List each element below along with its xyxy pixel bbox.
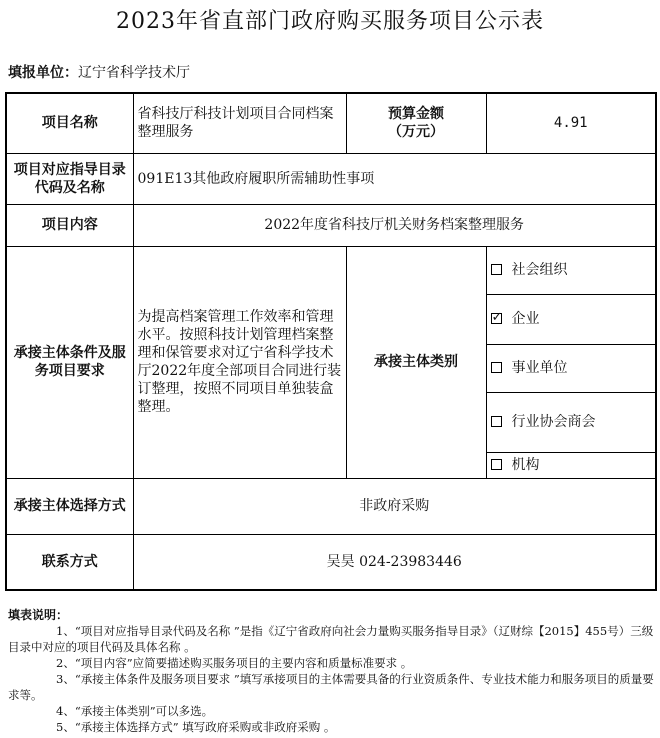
budget-label — [346, 93, 486, 153]
table-row — [6, 153, 656, 204]
project-table — [5, 92, 657, 591]
notes-heading: 填表说明： — [8, 608, 69, 622]
note-line: 5、“承接主体选择方式” 填写政府采购或非政府采购 。 — [56, 720, 336, 734]
table-row — [6, 93, 656, 153]
note-line: 3、“承接主体条件及服务项目要求 ”填写承接项目的主体需要具备的行业资质条件、专业技术能力和服务项目的质量要求等。 — [8, 672, 654, 702]
contact-label: 联系方式 — [6, 534, 133, 590]
page-title: 2023年省直部门政府购买服务项目公示表 — [116, 9, 544, 34]
option-social-org[interactable] — [486, 246, 656, 294]
table-row — [6, 534, 656, 590]
checkbox-icon[interactable] — [491, 459, 502, 470]
requirements-value: 为提高档案管理工作效率和管理水平。按照科技计划管理档案整理和保管要求对辽宁省科学技术厅2022年度全部项目合同进行装订整理，按照不同项目单独装盒整理。 — [133, 246, 346, 478]
checkbox-icon[interactable] — [491, 416, 502, 427]
option-label: 事业单位 — [511, 360, 568, 376]
budget-label-line1: 预算金额 — [388, 106, 444, 123]
filler-unit-value: 辽宁省科学技术厅 — [78, 65, 190, 81]
table-row — [6, 246, 656, 294]
contact-value: 吴昊 024-23983446 — [133, 534, 656, 590]
option-organization[interactable] — [486, 452, 656, 478]
checkbox-icon[interactable] — [491, 362, 502, 373]
checked-checkbox-icon[interactable] — [491, 313, 502, 324]
option-industry-association[interactable] — [486, 392, 656, 452]
selection-method-label: 承接主体选择方式 — [6, 478, 133, 534]
note-line: 4、“承接主体类别”可以多选。 — [56, 704, 214, 718]
content-label: 项目内容 — [6, 204, 133, 246]
filler-unit-label: 填报单位： — [8, 65, 78, 81]
requirements-label: 承接主体条件及服务项目要求 — [6, 246, 133, 478]
option-label: 机构 — [511, 457, 540, 473]
option-public-institution[interactable] — [486, 344, 656, 392]
note-line: 2、“项目内容”应简要描述购买服务项目的主要内容和质量标准要求 。 — [56, 656, 413, 670]
option-label: 企业 — [511, 311, 540, 327]
project-name-value: 省科技厅科技计划项目合同档案整理服务 — [133, 93, 346, 153]
option-label: 行业协会商会 — [511, 414, 596, 430]
option-enterprise[interactable] — [486, 294, 656, 344]
checkbox-icon[interactable] — [491, 264, 502, 275]
content-value: 2022年度省科技厅机关财务档案整理服务 — [133, 204, 656, 246]
option-label: 社会组织 — [511, 262, 568, 278]
catalog-label: 项目对应指导目录代码及名称 — [6, 153, 133, 204]
entity-type-label: 承接主体类别 — [346, 246, 486, 478]
budget-value: 4.91 — [486, 93, 656, 153]
catalog-value: 091E13其他政府履职所需辅助性事项 — [133, 153, 656, 204]
project-name-label: 项目名称 — [6, 93, 133, 153]
selection-method-value: 非政府采购 — [133, 478, 656, 534]
budget-label-line2: （万元） — [388, 124, 444, 141]
table-row — [6, 478, 656, 534]
filler-unit — [8, 62, 190, 82]
form-notes — [8, 607, 656, 735]
note-line: 1、“项目对应指导目录代码及名称 ”是指《辽宁省政府向社会力量购买服务指导目录》（辽财综【2015】455号）三级目录中对应的项目代码及具体名称 。 — [8, 624, 654, 654]
table-row — [6, 204, 656, 246]
